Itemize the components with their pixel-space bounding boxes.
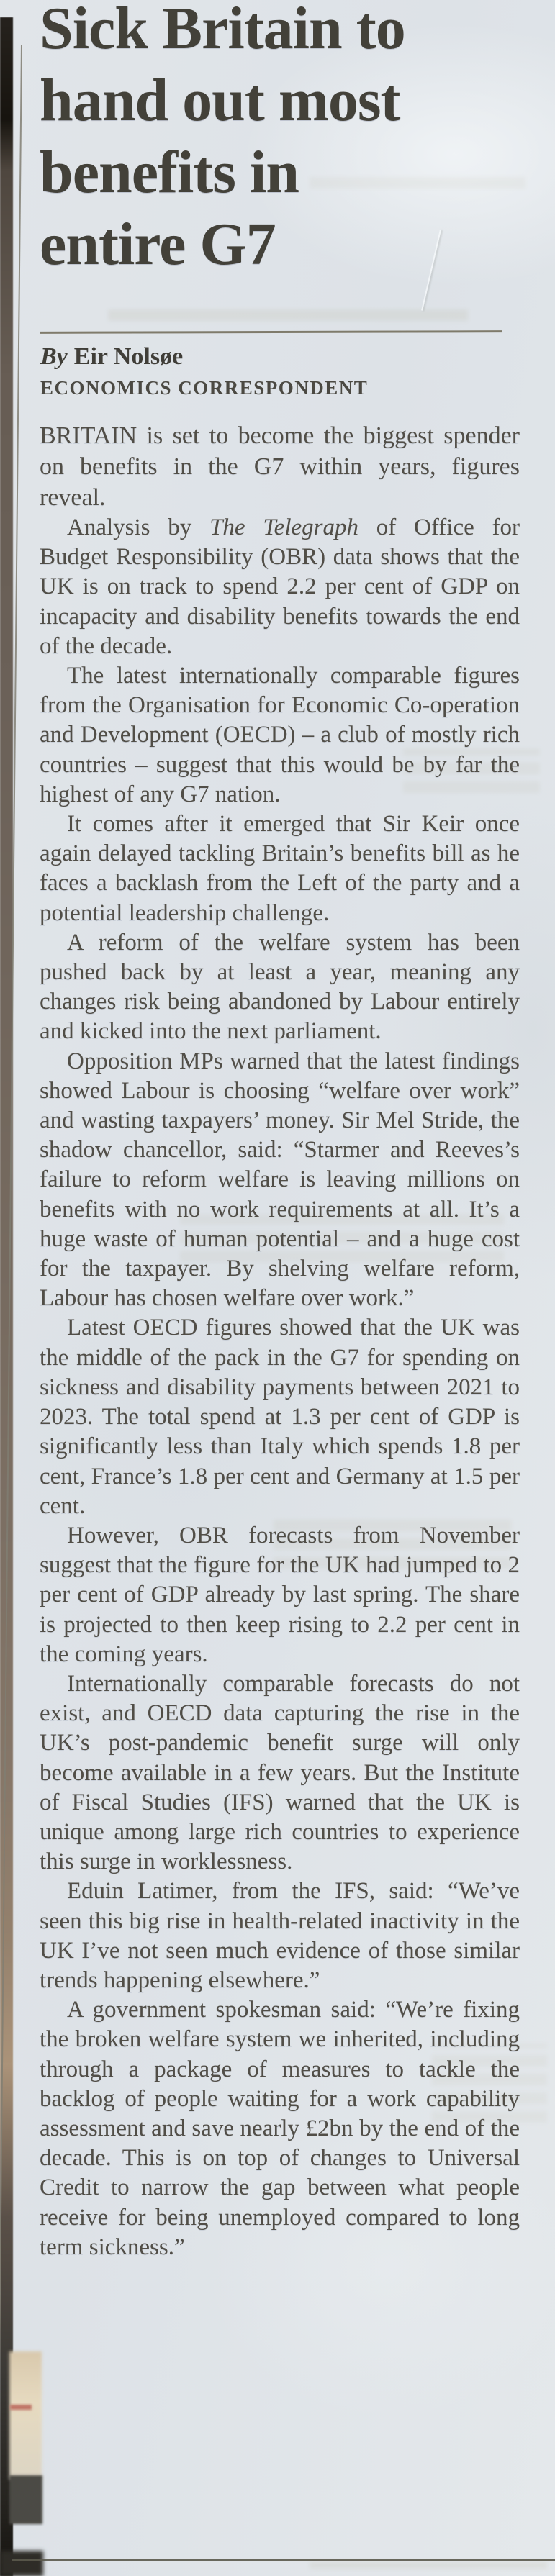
byline-role: ECONOMICS CORRESPONDENT bbox=[40, 377, 369, 399]
bottom-rule bbox=[12, 2559, 555, 2561]
paragraph-text: It comes after it emerged that Sir Keir once again delayed tackling Britain’s benefits bill as he faces a backlash from the Left of the party and a potential leadership challenge. bbox=[40, 811, 520, 926]
byline bbox=[40, 343, 183, 371]
paragraph-text: The latest internationally comparable figures from the Organisation for Economic Co-operation and Development (OECD) – a club of mostly rich countries – suggest that this would be by far the highest of any G7 nation. bbox=[40, 663, 520, 807]
scan-edge-beige-patch bbox=[9, 2351, 42, 2480]
scan-edge-grey-block bbox=[9, 2475, 42, 2524]
article-paragraph bbox=[40, 1313, 520, 1520]
article-paragraph bbox=[40, 1877, 520, 1995]
article-paragraph bbox=[40, 928, 520, 1047]
headline-line: entire G7 bbox=[40, 211, 276, 278]
byline-rule bbox=[40, 330, 502, 334]
article-body bbox=[40, 420, 520, 2262]
show-through-smudge bbox=[108, 302, 468, 328]
article-paragraph bbox=[40, 661, 520, 809]
article-paragraph bbox=[40, 809, 520, 928]
paragraph-text: Opposition MPs warned that the latest findings showed Labour is choosing “welfare over work” and wasting taxpayers’ money. Sir Mel Stride, the shadow chancellor, said: “Starmer and Reeves’s failure to reform welfare is leaving millions on benefits with no work requirements at all. It’s a huge waste of human potential – and a huge cost for the taxpayer. By shelving welfare reform, Labour has chosen welfare over work.” bbox=[40, 1048, 520, 1312]
paragraph-text: A reform of the welfare system has been pushed back by at least a year, meaning any changes risk being abandoned by Labour entirely and kicked into the next parliament. bbox=[40, 929, 520, 1045]
paragraph-text: of Office for Budget Responsibility (OBR) data shows that the UK is on track to spend 2.2 per cent of GDP on incapacity and disability benefits towards the end of the decade. bbox=[40, 514, 520, 659]
scan-edge-corner bbox=[0, 2551, 43, 2576]
paragraph-text: However, OBR forecasts from November suggest that the figure for the UK had jumped to 2 per cent of GDP already by last spring. The share is projected to then keep rising to 2.2 per cent in the coming years. bbox=[40, 1522, 520, 1667]
paragraph-text: Latest OECD figures showed that the UK was the middle of the pack in the G7 for spending on sickness and disability payments between 2021 to 2023. The total spend at 1.3 per cent of GDP is significantly less than Italy which spends 1.8 per cent, France’s 1.8 per cent and Germany at 1.5 per cent. bbox=[40, 1315, 520, 1519]
headline-line: Sick Britain to bbox=[40, 0, 405, 62]
byline-prefix: By bbox=[40, 343, 68, 370]
headline-line: benefits in bbox=[40, 139, 299, 206]
article-paragraph bbox=[40, 1047, 520, 1314]
paragraph-text: A government spokesman said: “We’re fixing the broken welfare system we inherited, including through a package of measures to tackle the backlog of people waiting for a work capability assessment and save nearly £2bn by the end of the decade. This is on top of changes to Universal Credit to narrow the gap between what people receive for being unemployed compared to long term sickness.” bbox=[40, 1997, 520, 2260]
show-through-smudge bbox=[310, 2562, 547, 2576]
headline-line: hand out most bbox=[40, 67, 400, 134]
paragraph-text: Eduin Latimer, from the IFS, said: “We’ve seen this big rise in health-related inactivity in the UK I’ve not seen much evidence of those similar trends happening elsewhere.” bbox=[40, 1878, 520, 1993]
scan-edge-red-mark bbox=[10, 2405, 32, 2410]
article-paragraph bbox=[40, 1521, 520, 1669]
paragraph-text: Analysis by bbox=[67, 514, 210, 540]
scan-edge-strip bbox=[0, 17, 13, 2576]
article-paragraph bbox=[40, 1995, 520, 2262]
article-paragraph bbox=[40, 513, 520, 661]
italic-text: The Telegraph bbox=[209, 514, 358, 540]
paragraph-text: Internationally comparable forecasts do not exist, and OECD data capturing the rise in the UK’s post-pandemic benefit surge will only become available in a few years. But the Institute of Fiscal Studies (IFS) warned that the UK is unique among large rich countries to experience this surge in worklessness. bbox=[40, 1670, 520, 1875]
article-headline bbox=[40, 0, 522, 281]
paragraph-text: BRITAIN is set to become the biggest spender on benefits in the G7 within years, figures reveal. bbox=[40, 422, 520, 511]
article-paragraph bbox=[40, 420, 520, 513]
byline-name: Eir Nolsøe bbox=[73, 343, 184, 370]
article-paragraph bbox=[40, 1669, 520, 1877]
